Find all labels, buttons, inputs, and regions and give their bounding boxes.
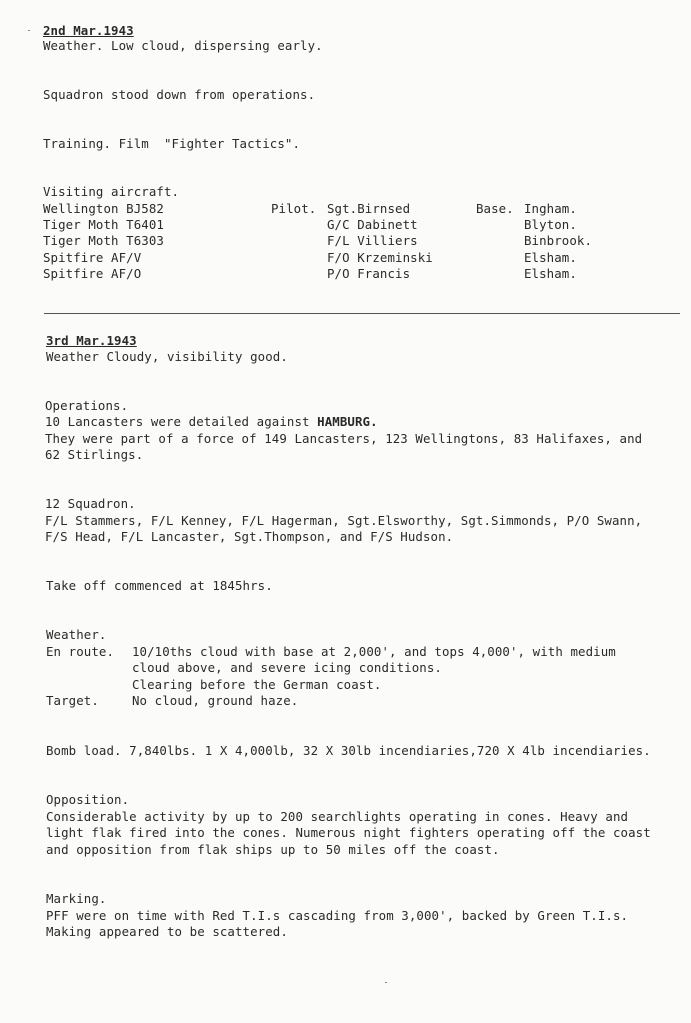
crew-line-1: F/L Stammers, F/L Kenney, F/L Hagerman, Sgt.Elsworthy, Sgt.Simmonds, P/O Swann, (45, 513, 643, 528)
visiting-pilot: Sgt.Birnsed (327, 201, 411, 216)
operations-line-1 (45, 414, 378, 430)
operations-line-2: They were part of a force of 149 Lancasters, 123 Wellingtons, 83 Halifaxes, and (45, 431, 643, 446)
takeoff-time: Take off commenced at 1845hrs. (46, 578, 273, 593)
weather-heading: Weather. (46, 627, 107, 642)
visiting-pilot: G/C Dabinett (327, 217, 418, 232)
base-label: Base. (476, 201, 514, 216)
visiting-base: Elsham. (524, 266, 577, 281)
opposition-line: and opposition from flak ships up to 50 miles off the coast. (46, 842, 500, 857)
crew-line-2: F/S Head, F/L Lancaster, Sgt.Thompson, and F/S Hudson. (45, 529, 454, 544)
visiting-heading: Visiting aircraft. (43, 184, 180, 199)
entry1-status: Squadron stood down from operations. (43, 87, 316, 102)
marking-line: PFF were on time with Red T.I.s cascading from 3,000', backed by Green T.I.s. (46, 908, 629, 923)
visiting-pilot: F/L Villiers (327, 233, 418, 248)
visiting-base: Blyton. (524, 217, 577, 232)
en-route-line: Clearing before the German coast. (132, 677, 382, 692)
opposition-heading: Opposition. (46, 792, 130, 807)
operations-heading: Operations. (45, 398, 129, 413)
target-text: No cloud, ground haze. (132, 693, 299, 708)
visiting-aircraft: Tiger Moth T6401 (43, 217, 164, 232)
entry1-training: Training. Film "Fighter Tactics". (43, 136, 301, 151)
operations-line-3: 62 Stirlings. (45, 447, 144, 462)
visiting-base: Binbrook. (524, 233, 593, 248)
bomb-load: Bomb load. 7,840lbs. 1 X 4,000lb, 32 X 30lb incendiaries,720 X 4lb incendiaries. (46, 743, 651, 758)
visiting-pilot: F/O Krzeminski (327, 250, 433, 265)
marking-heading: Marking. (46, 891, 107, 906)
visiting-aircraft: Tiger Moth T6303 (43, 233, 164, 248)
operations-text: 10 Lancasters were detailed against (45, 414, 318, 429)
entry-date-3rd-mar: 3rd Mar.1943 (46, 333, 137, 348)
entry-divider (44, 313, 680, 314)
en-route-label: En route. (46, 644, 115, 659)
operations-target: HAMBURG. (317, 414, 378, 429)
visiting-pilot: P/O Francis (327, 266, 411, 281)
visiting-aircraft: Spitfire AF/O (43, 266, 142, 281)
squadron-heading: 12 Squadron. (45, 496, 136, 511)
entry1-weather: Weather. Low cloud, dispersing early. (43, 38, 323, 53)
visiting-aircraft: Wellington BJ582 (43, 201, 164, 216)
target-label: Target. (46, 693, 99, 708)
opposition-line: light flak fired into the cones. Numerous night fighters operating off the coast (46, 825, 651, 840)
visiting-base: Ingham. (524, 201, 577, 216)
entry2-weather: Weather Cloudy, visibility good. (46, 349, 288, 364)
entry-date-2nd-mar: 2nd Mar.1943 (43, 23, 134, 38)
scan-speck (28, 30, 30, 31)
opposition-line: Considerable activity by up to 200 searchlights operating in cones. Heavy and (46, 809, 629, 824)
visiting-aircraft: Spitfire AF/V (43, 250, 142, 265)
en-route-line: cloud above, and severe icing conditions. (132, 660, 442, 675)
marking-line: Making appeared to be scattered. (46, 924, 288, 939)
scan-speck (385, 982, 387, 983)
en-route-line: 10/10ths cloud with base at 2,000', and tops 4,000', with medium (132, 644, 616, 659)
pilot-label: Pilot. (271, 201, 317, 216)
visiting-base: Elsham. (524, 250, 577, 265)
